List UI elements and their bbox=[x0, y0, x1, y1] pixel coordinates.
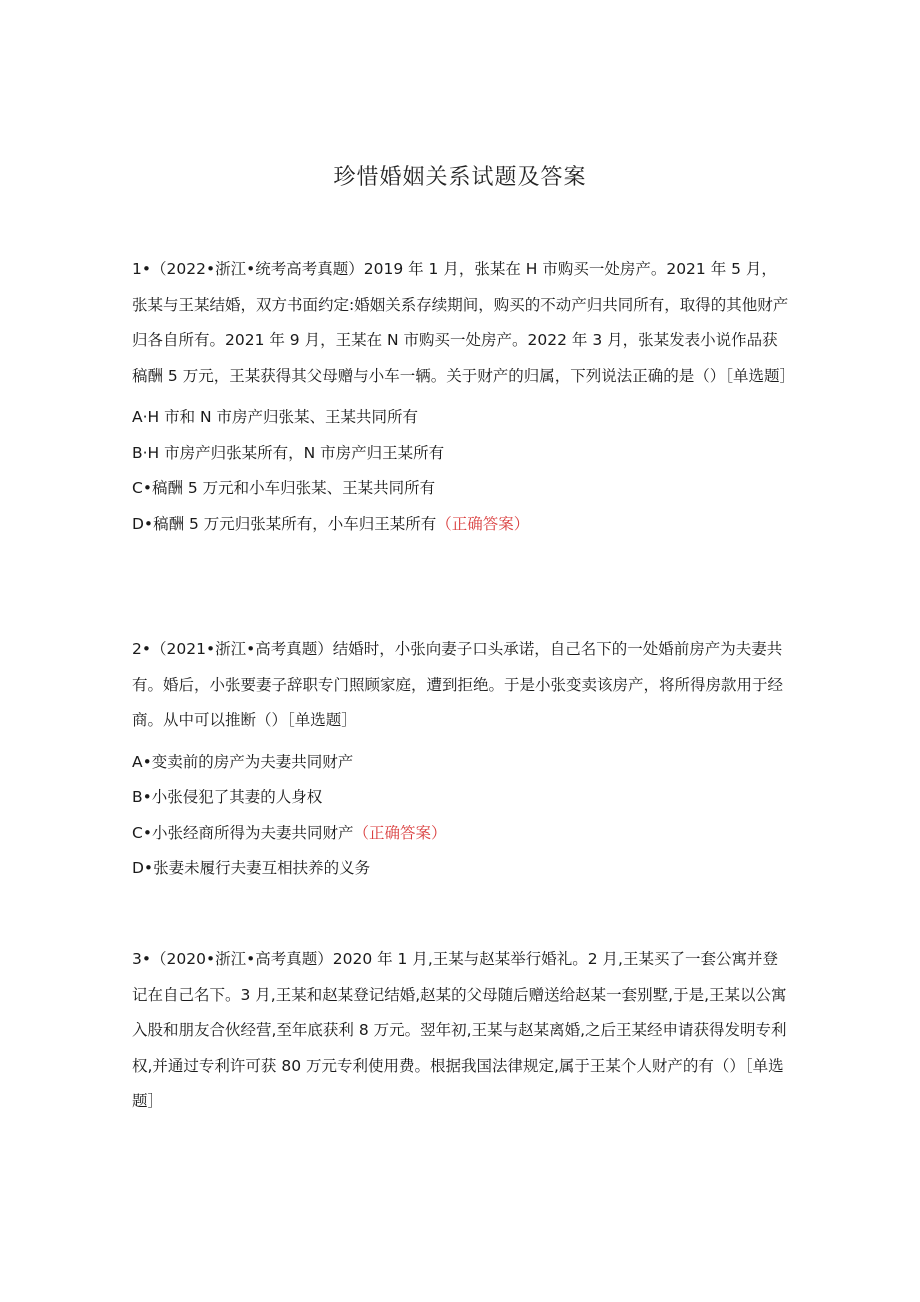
document-title: 珍惜婚姻关系试题及答案 bbox=[333, 165, 587, 190]
option-a bbox=[132, 400, 792, 436]
option-d bbox=[132, 851, 792, 887]
option-text: B·H 市房产归张某所有，N 市房产归王某所有 bbox=[132, 443, 445, 462]
option-text: B•小张侵犯了其妻的人身权 bbox=[132, 788, 323, 806]
correct-answer-mark: （正确答案） bbox=[353, 823, 447, 842]
correct-answer-mark: （正确答案） bbox=[436, 514, 530, 533]
option-text: A•变卖前的房产为夫妻共同财产 bbox=[132, 752, 354, 771]
option-text: A·H 市和 N 市房产归张某、王某共同所有 bbox=[132, 408, 419, 426]
option-d bbox=[132, 507, 792, 543]
option-list bbox=[132, 745, 792, 887]
question-2 bbox=[132, 632, 792, 887]
option-c bbox=[132, 816, 792, 852]
question-stem: 1•（2022•浙江•统考高考真题）2019 年 1 月，张某在 H 市购买一处房产。2021 年 5 月，张某与王某结婚，双方书面约定:婚姻关系存续期间，购买的不动产归共同所有，取得的其他财产归各自所有。2021 年 9 月，王某在 N 市购买一处房产。2022 年 3 月，张某发表小说作品获稿酬 5 万元，王某获得其父母赠与小车一辆。关于财产的归属，下列说法正确的是（）［单选题］ bbox=[132, 260, 795, 385]
question-stem: 3•（2020•浙江•高考真题）2020 年 1 月,王某与赵某举行婚礼。2 月,王某买了一套公寓并登记在自己名下。3 月,王某和赵某登记结婚,赵某的父母随后赠送给赵某一套别墅,于是,王某以公寓入股和朋友合伙经营,至年底获利 8 万元。翌年初,王某与赵某离婚,之后王某经申请获得发明专利权,并通过专利许可获 80 万元专利使用费。根据我国法律规定,属于王某个人财产的有（）［单选题］ bbox=[132, 950, 787, 1110]
option-b bbox=[132, 436, 792, 472]
question-3 bbox=[132, 942, 792, 1120]
option-text: D•稿酬 5 万元归张某所有，小车归王某所有 bbox=[132, 514, 437, 533]
question-stem: 2•（2021•浙江•高考真题）结婚时，小张向妻子口头承诺，自己名下的一处婚前房产为夫妻共有。婚后，小张要妻子辞职专门照顾家庭，遭到拒绝。于是小张变卖该房产，将所得房款用于经商。从中可以推断（）［单选题］ bbox=[132, 640, 784, 729]
option-text: C•小张经商所得为夫妻共同财产 bbox=[132, 823, 354, 842]
option-list bbox=[132, 400, 792, 542]
option-c bbox=[132, 471, 792, 507]
question-1 bbox=[132, 252, 795, 542]
option-text: D•张妻未履行夫妻互相扶养的义务 bbox=[132, 859, 371, 877]
option-a bbox=[132, 745, 792, 781]
option-b bbox=[132, 780, 792, 816]
option-text: C•稿酬 5 万元和小车归张某、王某共同所有 bbox=[132, 479, 436, 497]
